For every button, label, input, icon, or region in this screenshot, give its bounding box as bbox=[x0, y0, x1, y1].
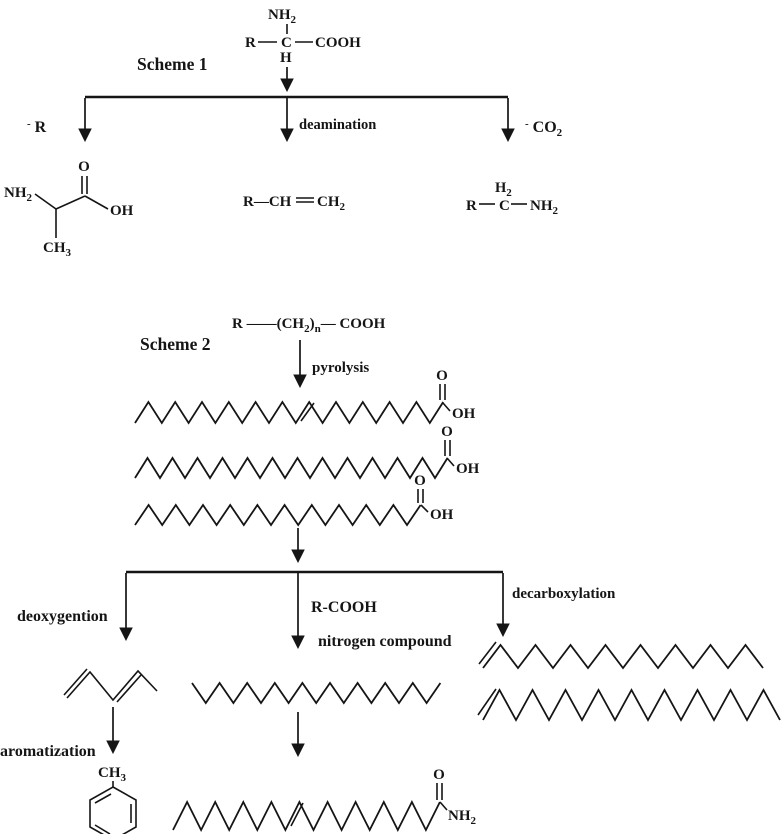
double-bond bbox=[117, 675, 141, 702]
ch2-label: $CH_2$ bbox=[317, 194, 345, 213]
double-bond bbox=[64, 669, 87, 695]
h-label: H bbox=[280, 50, 292, 66]
diene-structure bbox=[64, 669, 157, 702]
alkyl-chain bbox=[483, 690, 780, 720]
o-label: O bbox=[433, 767, 445, 783]
r-cooh-label: R-COOH bbox=[311, 599, 377, 616]
alkyl-chain bbox=[483, 645, 763, 668]
decarboxylation-label: decarboxylation bbox=[512, 586, 616, 602]
bond-line bbox=[85, 196, 108, 209]
bond-line bbox=[56, 196, 85, 209]
scheme1-section bbox=[4, 7, 563, 259]
oh-label: OH bbox=[430, 507, 454, 523]
o-label: O bbox=[78, 159, 90, 175]
alkene-chain-1 bbox=[479, 642, 763, 668]
toluene-structure bbox=[90, 765, 136, 834]
pyrolysis-label: pyrolysis bbox=[312, 360, 370, 376]
bond-line bbox=[35, 194, 56, 209]
deoxygention-label: deoxygention bbox=[17, 608, 108, 625]
oh-label: OH bbox=[110, 203, 134, 219]
r-label: R bbox=[245, 35, 256, 51]
fatty-acid-chain-2 bbox=[135, 424, 480, 478]
c-label: C bbox=[499, 198, 510, 214]
alkyl-chain bbox=[135, 402, 443, 423]
cooh-label: COOH bbox=[315, 35, 361, 51]
ring-double-bond bbox=[95, 825, 110, 834]
minus-co2-label: - $CO_2$ bbox=[525, 118, 563, 139]
alkyl-chain bbox=[173, 802, 440, 830]
alkene-structure bbox=[243, 194, 346, 213]
o-label: O bbox=[414, 473, 426, 489]
c-label: C bbox=[281, 35, 292, 51]
alkyl-chain bbox=[135, 458, 448, 478]
amide-structure bbox=[173, 767, 477, 830]
fatty-acid-chain-1 bbox=[135, 368, 476, 423]
nh2-label: $NH_2$ bbox=[530, 198, 558, 217]
deamination-label: deamination bbox=[299, 117, 377, 133]
fatty-acid-formula: R $——(CH_2)_n—$ COOH bbox=[232, 316, 386, 335]
bond-line bbox=[421, 505, 428, 512]
amino-acid-structure bbox=[245, 7, 361, 66]
fatty-acid-chain-3 bbox=[135, 473, 454, 525]
amine-structure bbox=[466, 180, 559, 217]
bond-line bbox=[447, 458, 454, 466]
ch3-label: $CH_3$ bbox=[43, 240, 71, 259]
minus-r-label: - R bbox=[27, 118, 47, 136]
alanine-structure bbox=[4, 159, 134, 259]
o-label: O bbox=[436, 368, 448, 384]
aromatization-label: aromatization bbox=[0, 743, 96, 760]
ch3-label: $CH_3$ bbox=[98, 765, 126, 784]
alkyl-chain bbox=[135, 505, 421, 525]
bond-line bbox=[440, 802, 447, 810]
scheme1-title: Scheme 1 bbox=[137, 54, 208, 74]
nh2-label: $NH_2$ bbox=[448, 808, 476, 827]
scheme2-section bbox=[0, 316, 780, 834]
r-ch-label: R—CH bbox=[243, 194, 292, 210]
oh-label: OH bbox=[452, 406, 476, 422]
oh-label: OH bbox=[456, 461, 480, 477]
r-label: R bbox=[466, 198, 477, 214]
alkane-chain bbox=[192, 683, 440, 703]
nh2-label: $NH_2$ bbox=[268, 7, 296, 26]
h2-label: $H_2$ bbox=[495, 180, 512, 199]
bond-line bbox=[443, 403, 450, 411]
nitrogen-compound-label: nitrogen compound bbox=[318, 633, 452, 650]
nh2-label: $NH_2$ bbox=[4, 185, 32, 204]
scheme2-title: Scheme 2 bbox=[140, 334, 211, 354]
alkene-chain-2 bbox=[478, 689, 780, 720]
o-label: O bbox=[441, 424, 453, 440]
